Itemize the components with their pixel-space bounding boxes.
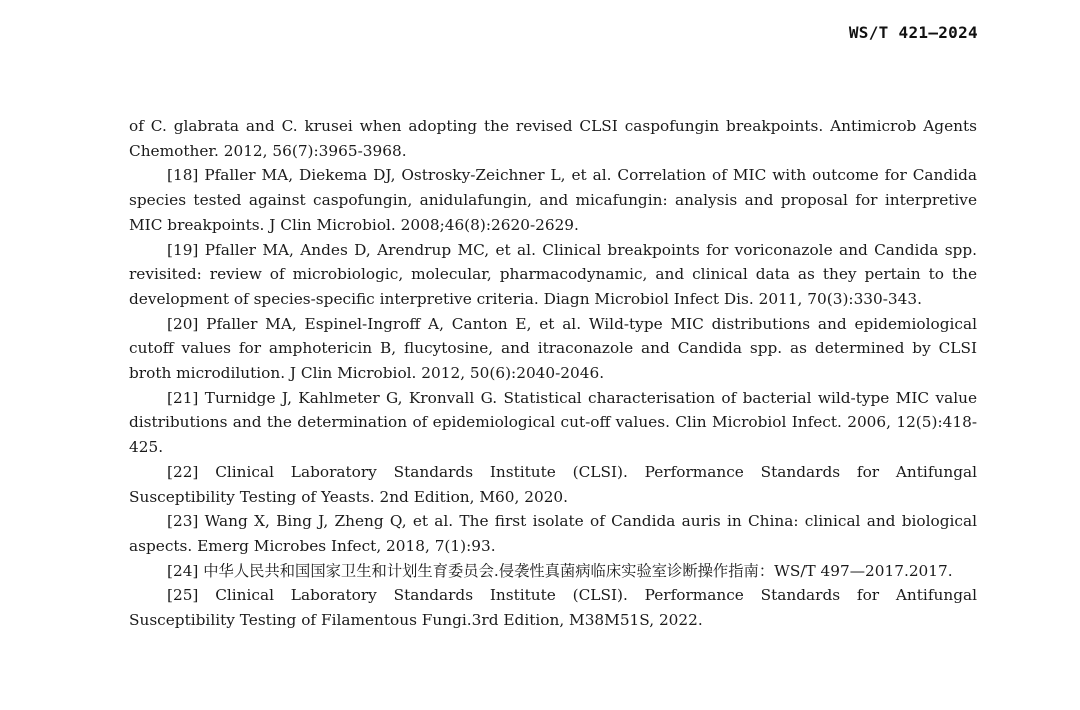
reference-item-17-continued: of C. glabrata and C. krusei when adopting the revised CLSI caspofungin breakpoints. Antimicrob Agents Chemother. 2012, 56(7):3965-3968.: [129, 117, 977, 160]
reference-item-23: [23] Wang X, Bing J, Zheng Q, et al. The first isolate of Candida auris in China: clinical and biological aspects. Emerg Microbes Infect, 2018, 7(1):93.: [129, 512, 977, 555]
reference-item-21: [21] Turnidge J, Kahlmeter G, Kronvall G. Statistical characterisation of bacterial wild-type MIC value distributions and the determination of epidemiological cut-off values. Clin Microbiol Infect. 2006, 12(5):418-425.: [129, 388, 977, 457]
reference-item-22: [22] Clinical Laboratory Standards Institute (CLSI). Performance Standards for Antifungal Susceptibility Testing of Yeasts. 2nd Edition, M60, 2020.: [129, 462, 977, 506]
reference-item-20: [20] Pfaller MA, Espinel-Ingroff A, Canton E, et al. Wild-type MIC distributions and epidemiological cutoff values for amphotericin B, flucytosine, and itraconazole and Candida spp. as determined by CLSI broth microdilution. J Clin Microbiol. 2012, 50(6):2040-2046.: [129, 314, 977, 383]
reference-list: [129, 114, 977, 633]
reference-item-18: [18] Pfaller MA, Diekema DJ, Ostrosky-Zeichner L, et al. Correlation of MIC with outcome for Candida species tested against caspofungin, anidulafungin, and micafungin: analysis and proposal for interpretive MIC breakpoints. J Clin Microbiol. 2008;46(8):2620-2629.: [129, 166, 977, 234]
reference-item-19: [19] Pfaller MA, Andes D, Arendrup MC, et al. Clinical breakpoints for voriconazole and Candida spp. revisited: review of microbiologic, molecular, pharmacodynamic, and clinical data as they pertain to the development of species-specific interpretive criteria. Diagn Microbiol Infect Dis. 2011, 70(3):330-343.: [129, 240, 977, 308]
document-number: WS/T 421—2024: [848, 23, 978, 42]
reference-item-24: [24] 中华人民共和国国家卫生和计划生育委员会.侵袭性真菌病临床实验室诊断操作指南：WS/T 497—2017.2017.: [167, 561, 953, 580]
reference-item-25: [25] Clinical Laboratory Standards Institute (CLSI). Performance Standards for Antifungal Susceptibility Testing of Filamentous Fungi.3rd Edition, M38M51S, 2022.: [129, 586, 977, 630]
